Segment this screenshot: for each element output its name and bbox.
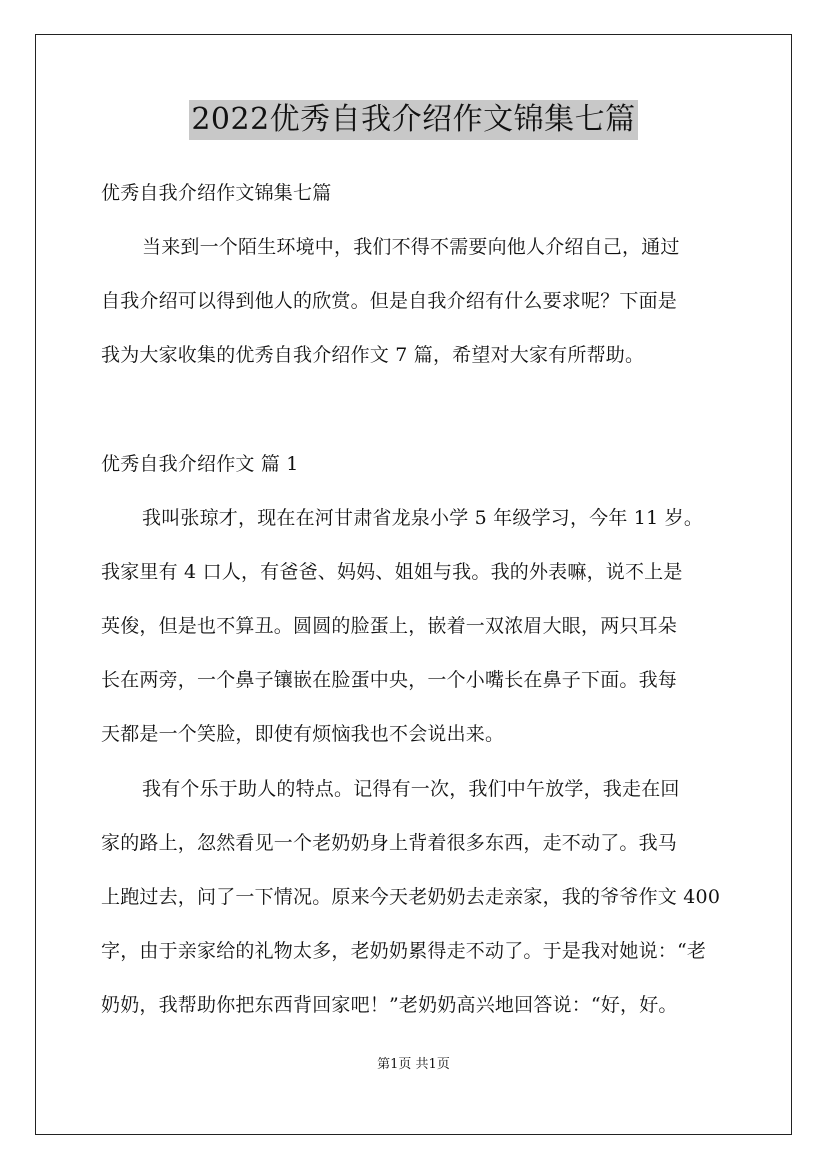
paragraph-line: 上跑过去，问了一下情况。原来今天老奶奶去走亲家，我的爷爷作文 400 (101, 886, 721, 908)
paragraph-line: 我家里有 4 口人，有爸爸、妈妈、姐姐与我。我的外表嘛，说不上是 (101, 561, 683, 583)
paragraph-line: 我有个乐于助人的特点。记得有一次，我们中午放学，我走在回 (142, 778, 680, 800)
paragraph-line: 家的路上，忽然看见一个老奶奶身上背着很多东西，走不动了。我马 (101, 832, 678, 854)
subtitle: 优秀自我介绍作文锦集七篇 (101, 182, 332, 204)
paragraph-line: 奶奶，我帮助你把东西背回家吧！”老奶奶高兴地回答说：“好，好。 (101, 994, 678, 1016)
paragraph-line: 天都是一个笑脸，即使有烦恼我也不会说出来。 (101, 723, 505, 745)
paragraph-line: 字，由于亲家给的礼物太多，老奶奶累得走不动了。于是我对她说：“老 (101, 940, 707, 962)
paragraph-line: 英俊，但是也不算丑。圆圆的脸蛋上，嵌着一双浓眉大眼，两只耳朵 (101, 615, 678, 637)
title-container (0, 100, 827, 140)
paragraph-line: 我叫张琼才，现在在河甘肃省龙泉小学 5 年级学习，今年 11 岁。 (142, 507, 704, 529)
section-heading: 优秀自我介绍作文 篇 1 (101, 453, 299, 475)
page-footer: 第1页 共1页 (377, 1057, 450, 1072)
intro-line: 自我介绍可以得到他人的欣赏。但是自我介绍有什么要求呢？下面是 (101, 290, 678, 312)
document-title: 2022优秀自我介绍作文锦集七篇 (189, 100, 637, 140)
intro-line: 我为大家收集的优秀自我介绍作文 7 篇，希望对大家有所帮助。 (101, 344, 645, 366)
intro-line: 当来到一个陌生环境中，我们不得不需要向他人介绍自己，通过 (142, 236, 680, 258)
paragraph-line: 长在两旁，一个鼻子镶嵌在脸蛋中央，一个小嘴长在鼻子下面。我每 (101, 669, 678, 691)
